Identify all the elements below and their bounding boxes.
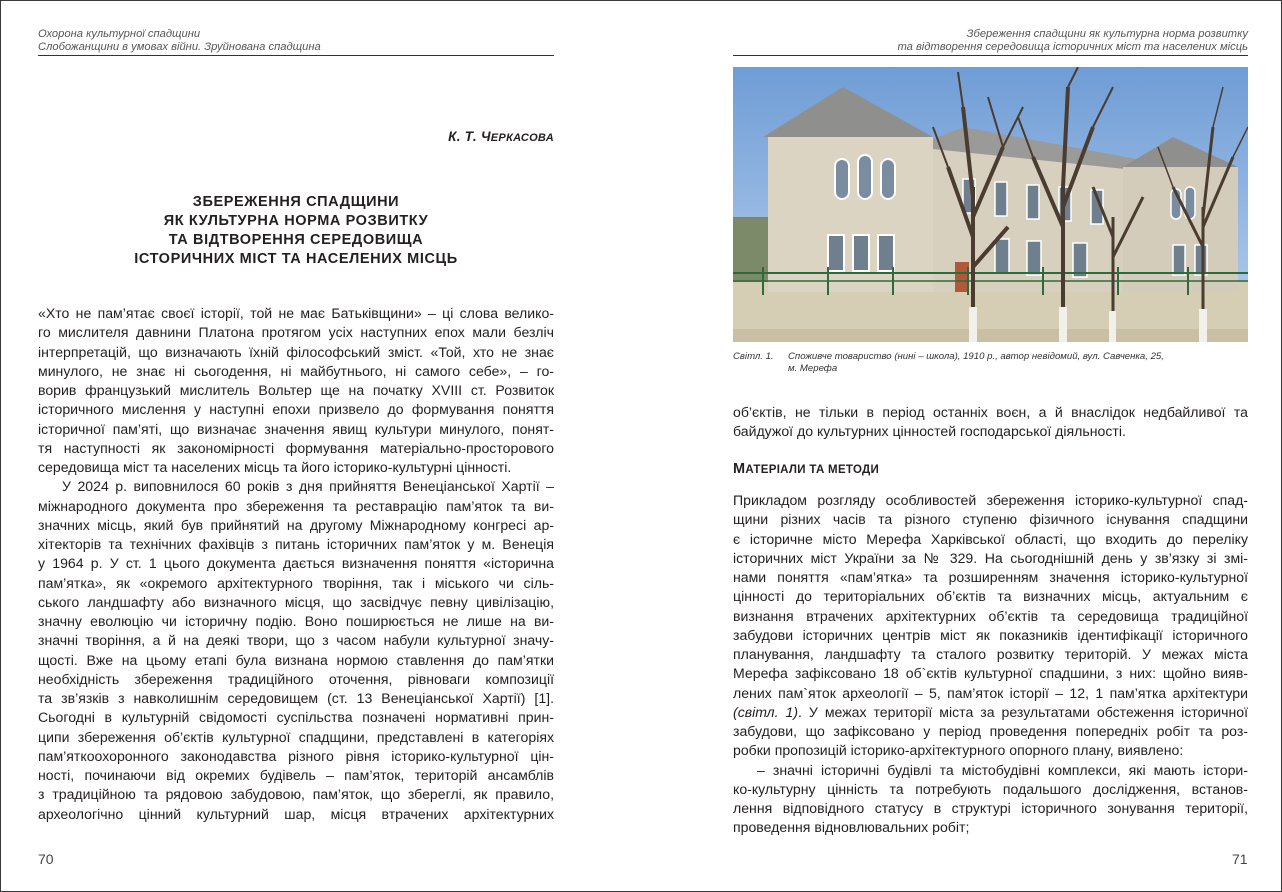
left-body-text <box>38 304 554 824</box>
body-line: та зв’язків з навколишнім середовищем (ст. 13 Венеціанської Хартії) [1]. <box>38 690 554 706</box>
title-line: ТА ВІДТВОРЕННЯ СЕРЕДОВИЩА <box>168 232 424 248</box>
left-page-number: 70 <box>38 851 54 867</box>
right-running-head-line2: та відтворення середовища історичних міст та населених місць <box>897 41 1248 53</box>
body-line-rest: . У межах території міста за результатами обстеження історичної <box>798 703 1248 720</box>
body-line: байдужої до культурних цінностей господарської діяльності. <box>733 423 1126 440</box>
body-line: Мерефа зафіксовано 18 об`єктів культурної спадшини, з них: щойно вияв- <box>733 665 1248 682</box>
body-line: проведення відновлювальних робіт; <box>733 819 970 836</box>
body-line: необхідність збереження традиційного оточення, рівноваги композиції <box>38 670 554 687</box>
body-line: – значні історичні будівлі та містобудівні комплекси, які мають істори- <box>757 761 1248 778</box>
body-line: історичної пам’яті, що визначає значення явищ культури минулого, понят- <box>38 420 554 437</box>
section-first-letter: М <box>733 461 746 477</box>
body-line: значних місць, який був прийнятий на другому Міжнародному конгресі ар- <box>38 516 554 533</box>
body-line: археологічно цінний культурний шар, місця втрачених архітектурних <box>38 805 554 822</box>
body-line: об’єктів, не тільки в період останніх воєн, а й внаслідок недбайливої та <box>733 404 1248 420</box>
body-line: у 1964 р. У ст. 1 цього документа дається визначення поняття «історична <box>38 555 554 572</box>
body-line: ності, починаючи від окремих будівель – пам’яток, територій ансамблів <box>38 767 554 783</box>
body-line: тя наступності як закономірності формування матеріально-просторового <box>38 439 554 456</box>
section-heading <box>733 461 1248 477</box>
body-line: нами поняття «пам’ятка» та розширенням значення історико-культурної <box>733 569 1248 585</box>
right-page <box>642 1 1282 891</box>
body-line: планування, ландшафту та сталого розвитку територій. У межах міста <box>733 646 1248 662</box>
caption-line1: Споживче товариство (нині – школа), 1910 р., автор невідомий, вул. Савченка, 25, <box>788 351 1164 362</box>
building-photo-icon <box>733 67 1248 342</box>
body-line: з традиційною та рядовою забудовою, пам’яток, що збереглі, як правило, <box>38 786 554 803</box>
right-body-text <box>733 491 1248 838</box>
body-line: го мислителя давнини Платона протягом усіх наступних епох мали безліч <box>38 324 554 341</box>
right-running-head <box>733 28 1248 54</box>
title-line: ЗБЕРЕЖЕННЯ СПАДЩИНИ <box>192 194 400 210</box>
author-initials: К. Т. <box>448 129 481 144</box>
body-line: значну еволюцію чи історичну подію. Воно поширюється не лише на ви- <box>38 613 554 629</box>
section-rest: АТЕРІАЛИ ТА МЕТОДИ <box>745 464 880 476</box>
body-line: цінності до територіальних об’єктів та визначних місць, актуальним є <box>733 588 1248 605</box>
body-line: забудови, що зафіксовано у період проведення попередніх робіт та роз- <box>733 723 1248 739</box>
body-line: міжнародного документа про збереження та реставрацію пам’яток та ви- <box>38 497 554 514</box>
right-running-head-line1: Збереження спадщини як культурна норма розвитку <box>966 28 1248 40</box>
left-page <box>1 1 642 891</box>
right-header-rule <box>733 55 1248 56</box>
body-line: лених пам`яток археології – 5, пам’яток історії – 12, 1 пам’ятка архітектури <box>733 684 1248 701</box>
title-line: ІСТОРИЧНИХ МІСТ ТА НАСЕЛЕНИХ МІСЦЬ <box>134 251 458 267</box>
body-line: щості. Вже на цьому етапі була визнана нормою ставлення до пам’ятки <box>38 651 554 668</box>
left-running-head <box>38 28 553 54</box>
left-header-rule <box>38 55 554 56</box>
body-line: «Хто не пам’ятає своєї історії, той не має Батьківщини» – ці слова велико- <box>38 305 554 321</box>
title-line: ЯК КУЛЬТУРНА НОРМА РОЗВИТКУ <box>163 213 429 229</box>
left-running-head-line2: Слобожанщини в умовах війни. Зруйнована спадщина <box>38 41 321 53</box>
body-line: історичного мислення у наступні епохи призвело до формування поняття <box>38 401 554 418</box>
body-line: робки пропозицій історико-архітектурного опорного плану, виявлено: <box>733 742 1184 759</box>
body-line: пам’ятка», як «окремого архітектурного творіння, так і міського чи сіль- <box>38 574 554 591</box>
body-line: є історичне місто Мерефа Харківської області, що входить до переліку <box>733 530 1248 547</box>
body-line: визнання втрачених архітектурних об’єктів та середовища традиційної <box>733 607 1248 624</box>
caption-line2: м. Мерефа <box>788 363 838 374</box>
body-line: лення відповідного статусу в структурі історичного зонування території, <box>733 800 1248 816</box>
body-line: історичних міст України за № 329. На сьогоднішній день у зв’язку зі змі- <box>733 549 1248 566</box>
body-line: значні творіння, а й на деякі твори, що з часом набули культурної значу- <box>38 632 554 649</box>
right-continued-text <box>733 403 1248 442</box>
author-surname-rest: ЕРКАСОВА <box>490 132 554 144</box>
body-line <box>733 703 1248 722</box>
body-line: Сьогодні в культурній свідомості суспільства позначені нормативні прин- <box>38 709 554 726</box>
photo-caption <box>733 351 1248 375</box>
body-line: ко-культурну цінність та потребують подальшого дослідження, встанов- <box>733 780 1248 797</box>
body-line: У 2024 р. виповнилося 60 років з дня прийняття Венеціанської Хартії – <box>62 478 554 495</box>
body-line: хітекторів та технічних фахівців з питань історичних пам’яток у м. Венеція <box>38 536 554 552</box>
body-line: щини різних часів та різного ступеню фізичного існування спадщини <box>733 511 1248 528</box>
author-surname-initial: Ч <box>480 129 491 144</box>
body-line: пам’яткоохоронного законодавства різного рівня історико-культурної цін- <box>38 747 554 764</box>
figure-reference: (світл. 1) <box>733 703 799 720</box>
right-page-number: 71 <box>1232 851 1248 867</box>
body-line: Прикладом розгляду особливостей збереження історико-культурної спад- <box>733 492 1248 508</box>
body-line: забудови історичних центрів міст як показників ідентифікації історичного <box>733 626 1248 643</box>
body-line: ського ландшафту або визначного місця, що засвідчує певну цивілізацію, <box>38 593 554 610</box>
body-line: минулого, не знає ні сьогодення, ні майбутнього, ні самого себе», – го- <box>38 362 554 379</box>
article-title <box>38 193 554 269</box>
building-photo <box>733 67 1248 342</box>
body-line: інтерпретацій, що визначають їхній філософський зміст. «Той, хто не знає <box>38 343 554 360</box>
body-line: ципи збереження об’єктів культурної спадщини, представлені в категоріях <box>38 728 554 745</box>
left-running-head-line1: Охорона культурної спадщини <box>38 28 201 40</box>
body-line: ворив французький мислитель Вольтер ще на початку XVIII ст. Розвиток <box>38 382 554 398</box>
body-line: середовища міст та населених місць та його історико-культурні цінності. <box>38 459 512 475</box>
author-name <box>38 129 554 144</box>
caption-label: Світл. 1. <box>733 351 774 362</box>
